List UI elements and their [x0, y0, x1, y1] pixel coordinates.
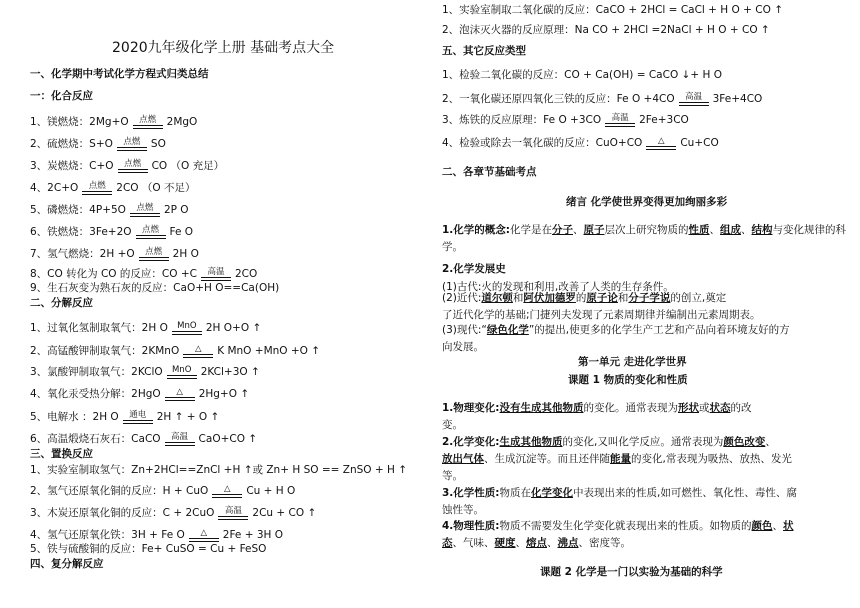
equation-line: 2、泡沫灭火器的反应原理：Na CO + 2HCl =2NaCl + H O + CO ↑: [442, 24, 770, 36]
equation-line: 3、炭燃烧：C+O 点燃 CO （O 充足）: [30, 159, 225, 172]
equation-line: 2、硫燃烧：S+O 点燃 SO: [30, 137, 166, 150]
reaction-condition: MnO: [165, 366, 199, 379]
reaction-condition: 点燃: [128, 204, 162, 217]
paragraph: 2.化学变化:生成其他物质的变化,又叫化学反应。通常表现为颜色改变、 放出气体、生成沉淀等。而且还伴随能量的变化,常表现为吸热、放热、发光 等。: [442, 436, 792, 482]
subsection-heading: 一：化合反应: [30, 90, 93, 102]
equation-line: 2、一氧化碳还原四氧化三铁的反应：Fe O +4CO 高温 3Fe+4CO: [442, 92, 763, 105]
subsection-heading: 四、复分解反应: [30, 558, 104, 570]
section-heading: 一、化学期中考试化学方程式归类总结: [30, 68, 209, 80]
equation-line: 4、氢气还原氧化铁：3H + Fe O △ 2Fe + 3H O: [30, 528, 284, 541]
equation-line: 1、实验室制取二氧化碳的反应：CaCO + 2HCl = CaCl + H O + CO ↑: [442, 4, 784, 16]
reaction-condition: △: [210, 485, 244, 498]
reaction-condition: 点燃: [116, 160, 150, 173]
equation-line: 3、氯酸钾制取氧气：2KClO MnO 2KCl+3O ↑: [30, 365, 260, 378]
equation-line: 1、镁燃烧：2Mg+O 点燃 2MgO: [30, 115, 198, 128]
subsection-heading: 三、置换反应: [30, 448, 93, 460]
equation-line: 6、高温煅烧石灰石：CaCO 高温 CaO+CO ↑: [30, 432, 258, 445]
paragraph: 1.物理变化:没有生成其他物质的变化。通常表现为形状或状态的改 变。: [442, 402, 752, 431]
reaction-condition: 高温: [677, 93, 711, 106]
paragraph: (2)近代:道尔顿和阿伏加德罗的原子论和分子学说的创立,奠定 了近代化学的基础;门捷列夫发现了元素周期律并编制出元素周期表。: [442, 292, 761, 321]
equation-line: 1、过氧化氢制取氧气：2H O MnO 2H O+O ↑: [30, 321, 262, 334]
reaction-condition: 点燃: [115, 138, 149, 151]
reaction-condition: 点燃: [134, 226, 168, 239]
reaction-condition: △: [187, 529, 221, 542]
equation-line: 3、炼铁的反应原理：Fe O +3CO 高温 2Fe+3CO: [442, 113, 689, 126]
topic-heading: 课题 1 物质的变化和性质: [568, 374, 688, 386]
equation-line: 5、铁与硫酸铜的反应：Fe+ CuSO = Cu + FeSO: [30, 543, 267, 555]
equation-line: 9、生石灰变为熟石灰的反应：CaO+H O==Ca(OH): [30, 282, 280, 294]
reaction-condition: 高温: [216, 507, 250, 520]
paragraph: (3)现代:“绿色化学”的提出,使更多的化学生产工艺和产品向着环境友好的方 向发展。: [442, 324, 790, 353]
subsection-heading: 五、其它反应类型: [442, 45, 526, 57]
equation-line: 4、2C+O 点燃 2CO （O 不足）: [30, 181, 196, 194]
reaction-condition: 点燃: [80, 182, 114, 195]
equation-line: 1、实验室制取氢气：Zn+2HCl==ZnCl +H ↑或 Zn+ H SO == ZnSO + H ↑: [30, 464, 408, 476]
equation-line: 2、氢气还原氧化铜的反应：H + CuO △ Cu + H O: [30, 484, 296, 497]
equation-line: 3、木炭还原氧化铜的反应：C + 2CuO 高温 2Cu + CO ↑: [30, 506, 317, 519]
reaction-condition: △: [181, 345, 215, 358]
section-heading: 二、各章节基础考点: [442, 166, 537, 178]
reaction-condition: 点燃: [137, 248, 171, 261]
paragraph: 3.化学性质:物质在化学变化中表现出来的性质,如可燃性、氧化性、毒性、腐 蚀性等。: [442, 487, 797, 516]
equation-line: 8、CO 转化为 CO 的反应：CO +C 高温 2CO: [30, 267, 258, 280]
reaction-condition: 通电: [121, 411, 155, 424]
paragraph: 4.物理性质:物质不需要发生化学变化就表现出来的性质。如物质的颜色、状 态、气味、硬度、熔点、沸点、密度等。: [442, 520, 794, 549]
reaction-condition: 高温: [199, 268, 233, 281]
reaction-condition: MnO: [170, 322, 204, 335]
equation-line: 6、铁燃烧：3Fe+2O 点燃 Fe O: [30, 225, 194, 238]
chapter-heading: 绪言 化学使世界变得更加绚丽多彩: [566, 196, 728, 208]
equation-line: 4、氧化汞受热分解：2HgO △ 2Hg+O ↑: [30, 387, 250, 400]
paragraph-heading: 2.化学发展史: [442, 263, 506, 275]
reaction-condition: △: [644, 137, 678, 150]
paragraph: (1)古代:火的发现和利用,改善了人类的生存条件。: [442, 281, 674, 293]
reaction-condition: △: [163, 388, 197, 401]
equation-line: 1、检验二氧化碳的反应：CO + Ca(OH) = CaCO ↓+ H O: [442, 69, 722, 81]
paragraph: 1.化学的概念:化学是在分子、原子层次上研究物质的性质、组成、结构与变化规律的科学。: [442, 224, 846, 253]
equation-line: 2、高锰酸钾制取氧气：2KMnO △ K MnO +MnO +O ↑: [30, 344, 321, 357]
reaction-condition: 点燃: [131, 116, 165, 129]
equation-line: 7、氢气燃烧：2H +O 点燃 2H O: [30, 247, 199, 260]
page-title: 2020九年级化学上册 基础考点大全: [112, 40, 335, 56]
equation-line: 5、磷燃烧：4P+5O 点燃 2P O: [30, 203, 189, 216]
reaction-condition: 高温: [163, 433, 197, 446]
subsection-heading: 二、分解反应: [30, 297, 93, 309]
reaction-condition: 高温: [603, 114, 637, 127]
equation-line: 5、电解水 ：2H O 通电 2H ↑ + O ↑: [30, 410, 220, 423]
topic-heading: 课题 2 化学是一门以实验为基础的科学: [540, 566, 723, 578]
equation-line: 4、检验或除去一氧化碳的反应：CuO+CO △ Cu+CO: [442, 136, 719, 149]
unit-heading: 第一单元 走进化学世界: [578, 356, 687, 368]
